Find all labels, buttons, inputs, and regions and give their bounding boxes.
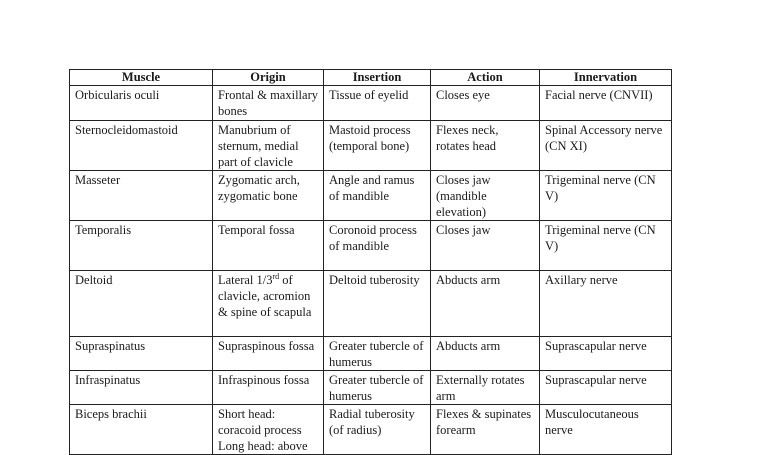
- muscle-table: [69, 69, 672, 455]
- cell-action: Abducts arm: [431, 271, 540, 337]
- table-row: [70, 337, 672, 371]
- cell-muscle: Biceps brachii: [70, 405, 213, 455]
- cell-muscle: Infraspinatus: [70, 371, 213, 405]
- cell-innervation: Suprascapular nerve: [540, 371, 672, 405]
- cell-origin: Manubrium of sternum, medial part of clavicle: [213, 121, 324, 171]
- cell-insertion: Angle and ramus of mandible: [324, 171, 431, 221]
- cell-origin: [213, 271, 324, 337]
- origin-text-post: of clavicle, acromion & spine of scapula: [218, 273, 312, 319]
- cell-action: Closes jaw (mandible elevation): [431, 171, 540, 221]
- cell-muscle: Sternocleidomastoid: [70, 121, 213, 171]
- cell-muscle: Masseter: [70, 171, 213, 221]
- cell-innervation: Musculocutaneous nerve: [540, 405, 672, 455]
- cell-action: Closes eye: [431, 86, 540, 121]
- cell-muscle: Deltoid: [70, 271, 213, 337]
- cell-origin: Short head: coracoid process Long head: above: [213, 405, 324, 455]
- table-row: [70, 271, 672, 337]
- table-row: [70, 121, 672, 171]
- cell-insertion: Greater tubercle of humerus: [324, 337, 431, 371]
- header-origin: Origin: [213, 70, 324, 86]
- cell-muscle: Orbicularis oculi: [70, 86, 213, 121]
- cell-innervation: Trigeminal nerve (CN V): [540, 171, 672, 221]
- header-action: Action: [431, 70, 540, 86]
- cell-innervation: Axillary nerve: [540, 271, 672, 337]
- table-row: [70, 221, 672, 271]
- header-insertion: Insertion: [324, 70, 431, 86]
- cell-innervation: Spinal Accessory nerve (CN XI): [540, 121, 672, 171]
- header-row: [70, 70, 672, 86]
- header-muscle: Muscle: [70, 70, 213, 86]
- cell-action: Flexes & supinates forearm: [431, 405, 540, 455]
- cell-insertion: Greater tubercle of humerus: [324, 371, 431, 405]
- cell-insertion: Mastoid process (temporal bone): [324, 121, 431, 171]
- cell-insertion: Deltoid tuberosity: [324, 271, 431, 337]
- table-header: [70, 70, 672, 86]
- cell-action: Externally rotates arm: [431, 371, 540, 405]
- table-body: [70, 86, 672, 455]
- origin-text-pre: Lateral 1/3: [218, 273, 273, 287]
- cell-action: Flexes neck, rotates head: [431, 121, 540, 171]
- header-innervation: Innervation: [540, 70, 672, 86]
- cell-muscle: Temporalis: [70, 221, 213, 271]
- origin-ordinal-suffix: rd: [272, 271, 280, 281]
- cell-innervation: Trigeminal nerve (CN V): [540, 221, 672, 271]
- cell-innervation: Facial nerve (CNVII): [540, 86, 672, 121]
- cell-insertion: Tissue of eyelid: [324, 86, 431, 121]
- cell-origin: Zygomatic arch, zygomatic bone: [213, 171, 324, 221]
- cell-origin: Temporal fossa: [213, 221, 324, 271]
- cell-origin: Frontal & maxillary bones: [213, 86, 324, 121]
- table-row: [70, 371, 672, 405]
- cell-insertion: Radial tuberosity (of radius): [324, 405, 431, 455]
- cell-action: Closes jaw: [431, 221, 540, 271]
- cell-origin: Infraspinous fossa: [213, 371, 324, 405]
- table-row: [70, 171, 672, 221]
- table-row: [70, 405, 672, 455]
- cell-origin: Supraspinous fossa: [213, 337, 324, 371]
- cell-muscle: Supraspinatus: [70, 337, 213, 371]
- cell-insertion: Coronoid process of mandible: [324, 221, 431, 271]
- cell-action: Abducts arm: [431, 337, 540, 371]
- cell-innervation: Suprascapular nerve: [540, 337, 672, 371]
- table-row: [70, 86, 672, 121]
